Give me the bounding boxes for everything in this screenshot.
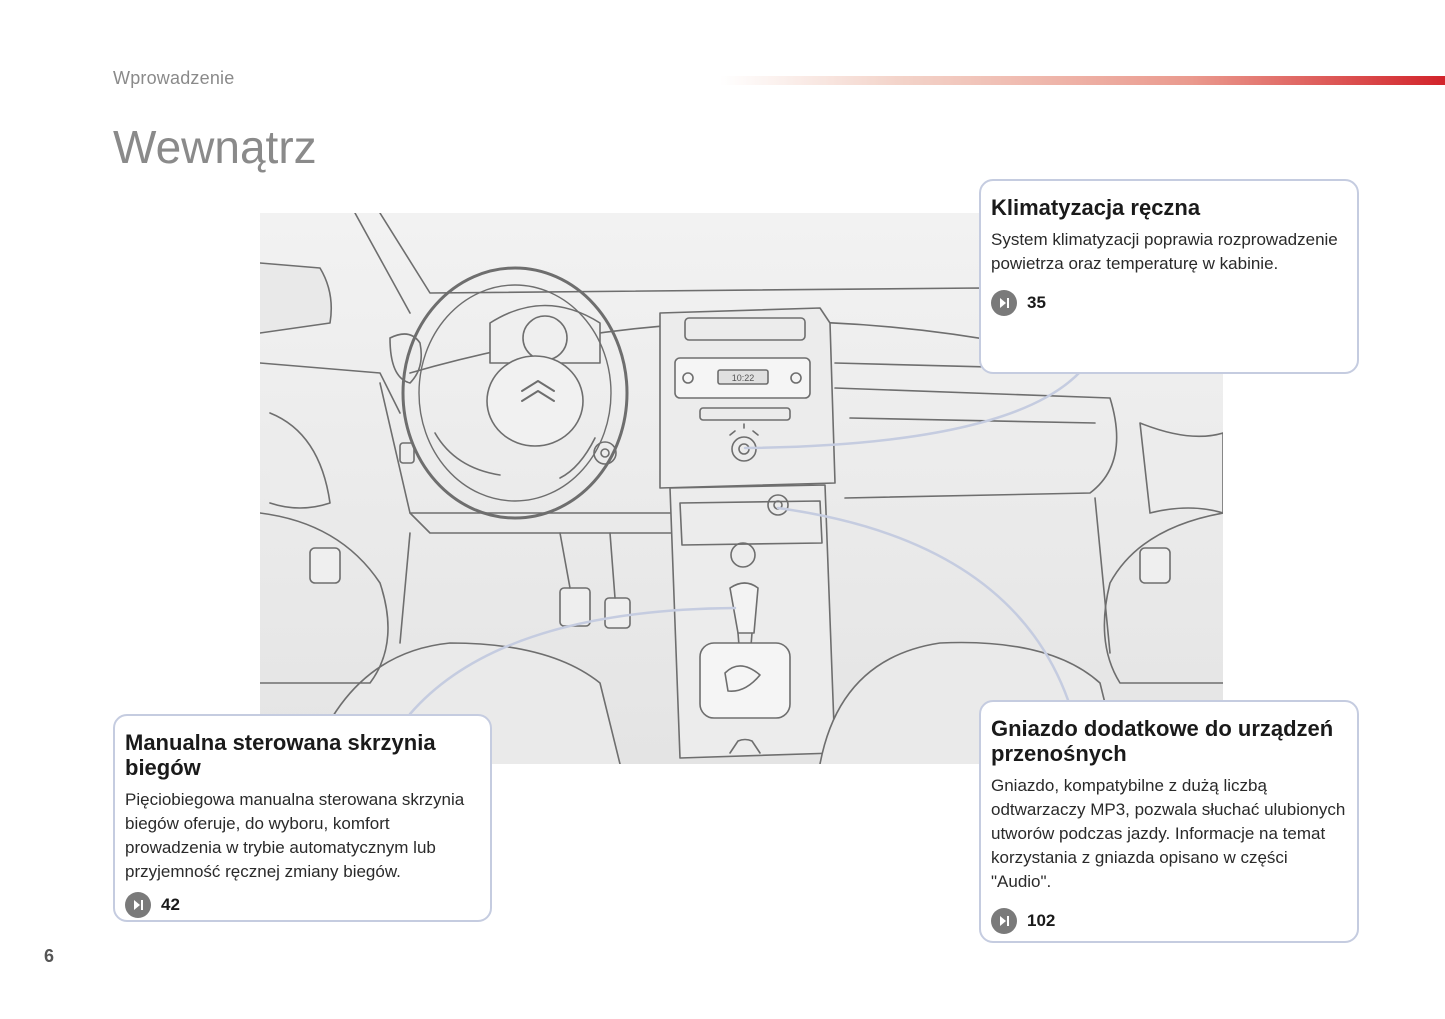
page-reference-icon (991, 908, 1017, 934)
page-reference-number: 35 (1027, 293, 1046, 312)
header-accent-bar (720, 76, 1445, 85)
callout-gearbox (113, 714, 492, 922)
section-label: Wprowadzenie (113, 68, 235, 88)
page-reference-number: 102 (1027, 911, 1056, 930)
callout-socket-title: Gniazdo dodatkowe do urządzeń przenośnych (991, 716, 1334, 766)
page-reference[interactable] (125, 892, 480, 918)
page-reference-icon (125, 892, 151, 918)
page-reference-icon (991, 290, 1017, 316)
callout-climate (979, 179, 1359, 374)
callout-gearbox-title: Manualna sterowana skrzynia biegów (125, 730, 436, 780)
callout-climate-title: Klimatyzacja ręczna (991, 195, 1201, 220)
page-reference[interactable] (991, 290, 1347, 316)
page-number: 6 (44, 946, 55, 966)
radio-display: 10:22 (731, 373, 755, 383)
page-title: Wewnątrz (113, 121, 317, 173)
callout-socket (979, 700, 1359, 943)
callout-socket-text: Gniazdo, kompatybilne z dużą liczbą odtwarzaczy MP3, pozwala słuchać ulubionych utworów podczas jazdy. Informacje na temat korzystania z gniazda opisano w części "Audio". (991, 776, 1346, 891)
callout-climate-text: System klimatyzacji poprawia rozprowadzenie powietrza oraz temperaturę w kabinie. (991, 230, 1338, 273)
callout-gearbox-text: Pięciobiegowa manualna sterowana skrzynia biegów oferuje, do wyboru, komfort prowadzenia w trybie automatycznym lub przyjemność ręcznej zmiany biegów. (125, 790, 465, 881)
page-reference[interactable] (991, 908, 1347, 934)
page-reference-number: 42 (161, 895, 180, 914)
